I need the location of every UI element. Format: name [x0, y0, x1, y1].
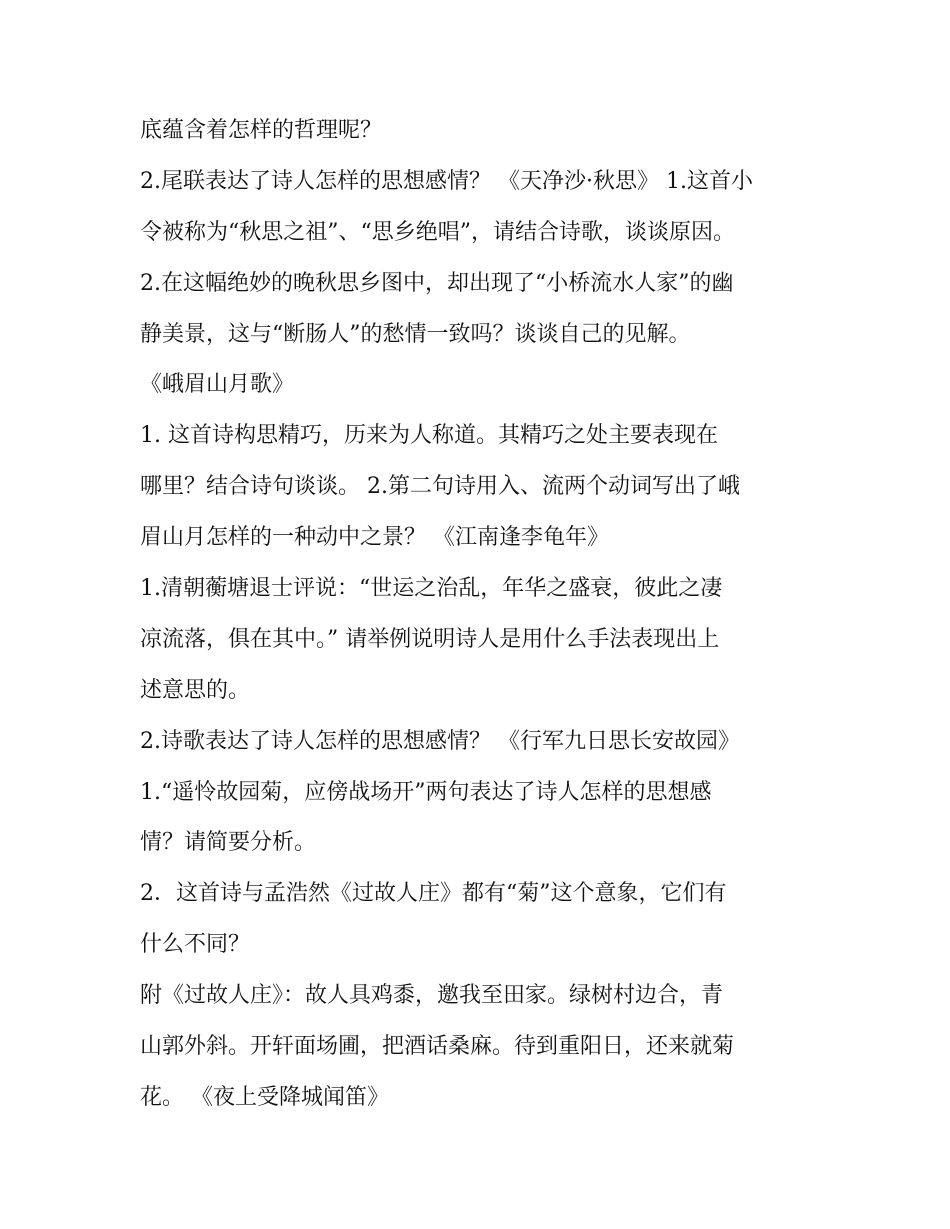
text-line-8: 哪里？结合诗句谈谈。 2.第二句诗用入、流两个动词写出了峨: [140, 474, 740, 500]
text-line-18: 附《过故人庄》：故人具鸡黍，邀我至田家。绿树村边合，青: [140, 983, 724, 1009]
document-body: [140, 106, 820, 1124]
text-line-9: 眉山月怎样的一种动中之景？ 《江南逢李龟年》: [140, 525, 609, 551]
text-line-1: 底蕴含着怎样的哲理呢？: [140, 118, 383, 143]
text-line-4: 2.在这幅绝妙的晚秋思乡图中，却出现了“小桥流水人家”的幽: [140, 270, 734, 296]
text-line-3: 令被称为“秋思之祖”、“思乡绝唱”，请结合诗歌，谈谈原因。: [140, 219, 735, 245]
text-line-7: 1. 这首诗构思精巧，历来为人称道。其精巧之处主要表现在: [140, 423, 718, 449]
text-line-14: 1.“遥怜故园菊，应傍战场开”两句表达了诗人怎样的思想感: [140, 779, 712, 805]
text-line-10: 1.清朝蘅塘退士评说：“世运之治乱，年华之盛衰，彼此之凄: [140, 576, 723, 602]
text-line-17: 什么不同？: [140, 932, 251, 958]
text-line-20: 花。 《夜上受降城闻笛》: [140, 1084, 389, 1110]
text-line-12: 述意思的。: [140, 677, 251, 703]
text-line-13: 2.诗歌表达了诗人怎样的思想感情？ 《行军九日思长安故园》: [140, 728, 740, 754]
text-line-19: 山郭外斜。开轩面场圃，把酒话桑麻。待到重阳日，还来就菊: [140, 1034, 735, 1060]
text-line-15: 情？请简要分析。: [140, 830, 317, 856]
text-line-11: 凉流落，俱在其中。” 请举例说明诗人是用什么手法表现出上: [140, 626, 720, 652]
text-line-2: 2.尾联表达了诗人怎样的思想感情？ 《天净沙·秋思》 1.这首小: [140, 168, 753, 194]
text-line-6: 《峨眉山月歌》: [140, 372, 295, 398]
text-line-5: 静美景，这与“断肠人”的愁情一致吗？谈谈自己的见解。: [140, 321, 691, 347]
text-line-16: 2．这首诗与孟浩然《过故人庄》都有“菊”这个意象，它们有: [140, 881, 727, 907]
